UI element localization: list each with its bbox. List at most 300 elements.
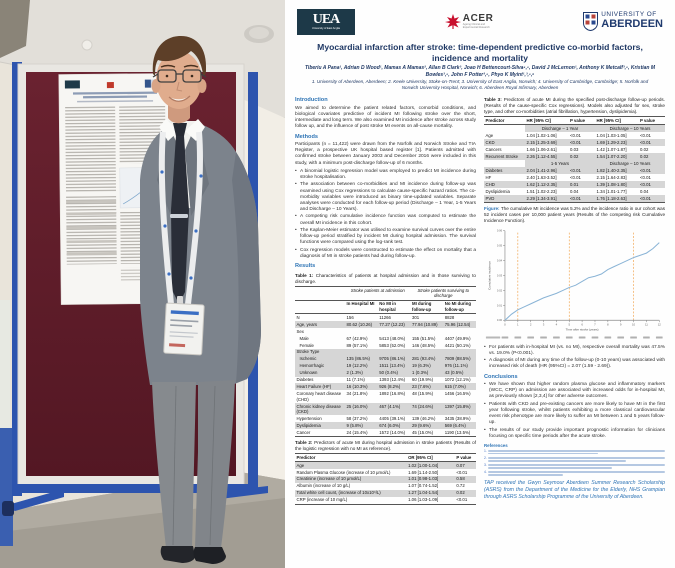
table-cell: <0.01 (569, 133, 581, 139)
table-cell: 0.72 (456, 483, 465, 489)
table-cell: 1.82 [1.40-2.35] (595, 167, 638, 174)
table-cell: Age, years (295, 321, 345, 328)
poster-column-right (484, 94, 665, 507)
table-cell: 1393 (12.4%) (379, 377, 406, 383)
figure-caption-label: Figure: (484, 205, 500, 211)
blue-door-edge (0, 428, 13, 546)
x-tick-label: 0 (504, 322, 506, 327)
table-row (295, 321, 476, 328)
table-row (484, 195, 665, 202)
table-cell: 77.94 (10.89) (411, 321, 444, 328)
table-cell: 24 (15.4%) (345, 429, 378, 436)
table-row (295, 497, 476, 504)
bullet-item: • The association between co-morbidities and MI incidence during follow-up was examined using Cox regressions to calculate cause-specific hazard ratios. The co-morbidity variables were introduced as binary time-updated variables. Separate analyses were conducted for each follow-up period (Discharge – 1 Year, 1-5 Years and Discharge – 10 Years). (295, 182, 476, 213)
table-cell: 1.76 [1.18-2.63] (595, 195, 638, 202)
table-cell: PVD (484, 195, 525, 202)
table-cell: <0.01 (455, 497, 476, 504)
aberdeen-logo (583, 12, 663, 31)
reference-number: 3. (484, 463, 487, 468)
table-cell: P value (638, 117, 665, 125)
x-tick-label: 8 (607, 322, 609, 327)
reference-number: 2. (484, 456, 487, 460)
acknowledgment-text: TAP received the Gwyn Seymour Aberdeen Summer Research Scholarship (ASRS) from the Department of the Medicine for the Elderly, NHS Grampian through ASRS Scholarship Programme of the University of Aberdeen. (484, 479, 665, 500)
uea-logo (297, 9, 355, 35)
table-cell: No MI in hospital (378, 300, 411, 313)
table-cell: HF (485, 174, 492, 180)
table-cell: 301 (412, 314, 420, 320)
at-risk-value-blur (579, 336, 586, 338)
table-cell: CHD (484, 181, 525, 188)
table-cell: Recurrent Stroke (484, 153, 525, 160)
table-cell: 1.62 [1.12-2.35] (525, 181, 568, 188)
table-row (484, 188, 665, 195)
table-cell: Age (485, 133, 494, 139)
table-cell: Creatinine (increase of 10 μmol/L) (295, 476, 407, 483)
table-cell: 2.15 [1.25-3.69] (525, 139, 568, 146)
table-row (295, 415, 476, 422)
table-cell: 674 (6.0%) (378, 422, 411, 429)
table-cell: OR [95% CI] (407, 453, 455, 461)
table-row (295, 483, 476, 490)
table-span-row (484, 160, 665, 167)
table-cell: 1.04 [1.03-1.05] (596, 133, 627, 139)
table-cell: 4421 (50.1%) (444, 342, 471, 348)
y-tick-label: 0.02 (496, 289, 503, 293)
findings-bullets (484, 345, 665, 371)
table-row (295, 429, 476, 436)
table-cell: 75.96 (12.54) (443, 321, 476, 328)
table-cell (411, 349, 444, 356)
shoe-right (194, 547, 226, 564)
table-cell: 1.51 [1.02-2.23] (526, 188, 557, 194)
table-cell: 5853 (52.0%) (379, 342, 406, 348)
x-tick-label: 12 (657, 322, 661, 327)
at-risk-value-blur (566, 336, 573, 338)
section-heading-conclusions: Conclusions (484, 373, 518, 380)
poster-column-left (295, 94, 476, 507)
table-header-row (295, 300, 476, 313)
poster-affiliations: 1. University of Aberdeen, Aberdeen; 2. Keele University, Stoke-on-Trent; 3. University of East Anglia, Norwich; 4. University of Cambridge, Cambridge; 5. Norfolk and Norwich University Hospital, Norwich; 6. Aberdeen Royal Infirmary, Aberdeen (311, 79, 649, 91)
table2-caption: Table 2: Predictors of acute MI during hospital admission in stroke patients (Results of the logistic regression with no MI as reference). (295, 439, 476, 451)
table-cell: 0.07 (455, 461, 476, 468)
table-cell: 0.02 (455, 490, 476, 497)
table-cell: 0.03 (569, 146, 579, 152)
y-tick-label: 0.04 (496, 259, 503, 263)
table-row (484, 132, 665, 139)
table1-caption-label: Table 1: (295, 273, 314, 279)
x-tick-label: 1 (517, 322, 519, 327)
table-cell: 156 (346, 314, 354, 320)
aberdeen-shield-icon (583, 12, 598, 31)
table2-caption-label: Table 2: (295, 439, 313, 445)
table-cell: Dyslipidemia (485, 188, 510, 194)
section-heading-introduction: Introduction (295, 97, 328, 104)
table-cell: 1.04 [1.02-1.06] (526, 133, 557, 139)
table-row (295, 403, 476, 415)
table-cell: In Hospital MI (345, 300, 378, 313)
table-row (295, 287, 476, 300)
table-cell: 976 (11.1%) (443, 363, 476, 370)
reference-item (484, 457, 665, 463)
table-cell: 281 (93.4%) (411, 356, 444, 363)
table-cell: <0.01 (568, 167, 595, 174)
table-cell: Cancer (295, 429, 345, 436)
table-row (295, 363, 476, 370)
x-tick-label: 11 (644, 322, 648, 327)
cif-curve (505, 242, 659, 320)
y-tick-label: 0.03 (496, 274, 503, 278)
table-cell: 0.02 (638, 153, 665, 160)
table-cell: 615 (7.0%) (443, 383, 476, 390)
table-cell: 2.29 [1.34-3.91] (525, 195, 568, 202)
x-tick-label: 7 (594, 322, 596, 327)
photo-scene (0, 0, 285, 568)
table-span-row (484, 125, 665, 132)
acer-logo (445, 13, 494, 30)
acer-logo-subtext1: Ageing Clinical and (462, 23, 485, 27)
table-row (295, 356, 476, 363)
bullet-item: • A diagnosis of MI during any time of the follow-up (0-10 years) was associated with increased risk of death (HR (95%CI) = 2.07 (1.59 - 2.69)). (484, 358, 665, 370)
table-cell: 25 (16.0%) (345, 403, 378, 415)
table-cell: Stroke patients surviving to discharge (411, 287, 476, 300)
table-cell: HR [95% CI] (525, 117, 568, 125)
table-cell: 4407 (49.9%) (444, 335, 471, 341)
table-cell (411, 328, 444, 335)
reference-text-line (488, 457, 665, 459)
table-cell: 1190 (13.5%) (443, 429, 476, 436)
table-cell: Discharge – 10 Years (595, 125, 665, 132)
at-risk-value-blur (630, 336, 637, 338)
table3 (484, 116, 665, 202)
bullet-item: • For patients with in-hospital MI (vs. no MI), respective overall mortality was 47.5% vs. 19.0% (P<0.001). (484, 345, 665, 357)
table-cell: <0.01 (639, 174, 651, 180)
reference-item (484, 464, 665, 470)
table-cell: Predictor (295, 453, 407, 461)
table-cell: Dyslipidemia (295, 422, 345, 429)
name-badge (164, 303, 205, 355)
table-row (484, 146, 665, 153)
table-row (295, 461, 476, 468)
reference-text-line (488, 464, 665, 466)
bullet-item: • The results of our study provide important prognostic information for clinicians focusing on specific time periods after the acute stroke. (484, 428, 665, 440)
table-cell: 1.34 [1.01-1.77] (596, 188, 627, 194)
table-cell: 16 (10.3%) (345, 383, 378, 390)
reference-item (484, 471, 665, 477)
at-risk-value-blur (617, 336, 624, 338)
acer-logo-text: ACER (462, 12, 494, 24)
x-tick-label: 6 (581, 322, 583, 327)
table-cell: Stroke patients at admission (345, 287, 410, 300)
table-cell: Hemorrhagic (295, 363, 345, 370)
at-risk-value-blur (527, 336, 534, 338)
conference-photo (0, 0, 285, 568)
table-cell: 9705 (86.1%) (378, 356, 411, 363)
table-cell: 1892 (16.8%) (379, 391, 406, 397)
table-row (295, 390, 476, 402)
table-cell: 43 (0.5%) (443, 370, 476, 377)
table-cell: <0.01 (569, 174, 581, 180)
table-cell: 5413 (48.0%) (379, 335, 406, 341)
bullet-item: • Cox regression models were constructed to estimate the effect on mortality that a diagnosis of MI in stroke patients had during follow-up. (295, 248, 476, 260)
table-cell: 1.27 [1.04-1.54] (407, 490, 455, 497)
x-tick-label: 10 (631, 322, 636, 327)
table-cell: 58 (37.2%) (346, 415, 368, 421)
table-cell: Cancers (485, 146, 502, 152)
table-row (295, 370, 476, 377)
table-cell (378, 349, 411, 356)
chart-axes (505, 230, 659, 320)
table-row (295, 335, 476, 342)
table-cell: <0.01 (639, 133, 651, 139)
introduction-text: We aimed to determine the patient related factors, comorbid conditions, and biological covariates predictive of incident MI following stroke over the short, intermediate and long term. We also examined MI incidence after stroke across study follow up, and the influence of post stroke MI events on all-cause mortality. (295, 105, 476, 130)
table-cell (295, 287, 345, 300)
poster-authors: Tiberiu A Pana¹, Adrian D Wood¹, Mamas A Mamas², Allan B Clark³, Joao H Bettencourt-Silva⁴,⁵, David J McLernon¹, Anthony K Metcalf³,⁵, Kristian M Bowles³,⁵, John F Potter³,⁵, Phyo K Myint¹,³,⁵,⁶ (304, 65, 656, 78)
table-cell: 74 (24.6%) (411, 403, 444, 415)
table-cell: 135 (86.5%) (345, 356, 378, 363)
table-cell: Diabetes (484, 167, 525, 174)
at-risk-value-blur (592, 336, 599, 338)
cif-chart (484, 225, 665, 343)
table-cell: 34 (21.8%) (346, 391, 368, 397)
table-cell: Discharge – 1 Year (525, 125, 595, 132)
at-risk-value-blur (553, 336, 560, 338)
table-cell: 0.04 (569, 188, 579, 194)
table-cell: 48 (15.9%) (412, 391, 434, 397)
section-heading-methods: Methods (295, 133, 318, 140)
table-cell: <0.01 (638, 139, 665, 146)
table-cell: 1.39 [1.08-1.80] (595, 181, 638, 188)
table-cell: 77.27 (12.23) (378, 321, 411, 328)
table-row (295, 383, 476, 390)
figure-caption: Figure: The cumulative MI incidence was 5.2% and the incidence ratio in our cohort was 52 incident cases per 10,000 patient years (Results of the competing risk Cumulative Incidence Function). (484, 205, 665, 223)
table-cell: Age (295, 461, 407, 468)
table-row (295, 313, 476, 320)
poster-title: Myocardial infarction after stroke: time-dependent predictive co-morbid factors, incidence and mortality (317, 42, 643, 63)
table-cell: Discharge – 10 Years (595, 160, 665, 167)
table-cell: 1572 (14.0%) (378, 429, 411, 436)
table-row (295, 328, 476, 335)
reference-text-line (488, 460, 626, 462)
table-cell: 29 (9.6%) (411, 422, 444, 429)
x-tick-label: 9 (619, 322, 622, 327)
table-cell: 2.04 [1.41-2.96] (525, 167, 568, 174)
table-cell: 50 (0.4%) (378, 370, 411, 377)
x-tick-label: 5 (568, 322, 571, 327)
table-cell: 0.58 (455, 476, 476, 483)
table-cell: <0.01 (638, 195, 665, 202)
table-row (484, 153, 665, 160)
table-cell: 1-5 Years (525, 160, 595, 167)
table-cell: <0.01 (638, 181, 665, 188)
table-cell: 2.26 [1.12-4.55] (525, 153, 568, 160)
table-cell: <0.01 (568, 139, 595, 146)
aberdeen-logo-line1: UNIVERSITY OF (601, 11, 657, 19)
reference-text-line (488, 474, 562, 476)
table-cell: 0.02 (639, 146, 649, 152)
table1-container (295, 286, 476, 437)
reference-item (484, 450, 665, 456)
table-cell: 80.62 (10.26) (345, 321, 378, 328)
table-cell: 2.40 [1.63-3.52] (526, 174, 557, 180)
table-cell: 1.69 [1.14-2.50] (408, 469, 439, 475)
table-cell: 1.66 [1.06-2.61] (526, 146, 557, 152)
at-risk-value-blur (514, 336, 521, 338)
table-cell: Coronary heart disease (CHD) (296, 391, 342, 402)
y-tick-label: 0.06 (496, 229, 503, 233)
table3-caption: Table 3: Predictors of acute MI during the specified post-discharge follow-up periods. (Results of the cause-specific Cox regressions). Models also adjusted for sex, stroke type, and other co-morbidities (atrial fibrillation, hypertension, dyslipidemia). (484, 97, 665, 115)
table-cell (484, 160, 525, 167)
table-cell (378, 328, 411, 335)
table-cell: Predictor (484, 117, 525, 125)
table-cell: 1 (0.3%) (411, 370, 444, 377)
table-cell: <0.01 (456, 469, 468, 475)
table-cell: No MI during follow-up (443, 300, 476, 313)
reference-number: 1. (484, 448, 487, 453)
table-cell: 155 (51.5%) (412, 335, 436, 341)
table3-container (484, 116, 665, 202)
tie-clip (170, 214, 188, 218)
at-risk-value-blur (502, 336, 509, 338)
mini-acer-logo (107, 82, 114, 88)
table-cell: 11 (7.1%) (346, 377, 365, 383)
table-cell: 1511 (13.4%) (378, 363, 411, 370)
table-cell: CRP (increase of 10 mg/L) (295, 497, 407, 504)
poster-columns (293, 94, 667, 507)
table-cell: <0.01 (638, 167, 665, 174)
table-cell: 1.07 [0.74-1.52] (408, 483, 439, 489)
smoke-detector (82, 40, 92, 50)
table-cell: 1.01 [0.98-1.03] (407, 476, 455, 483)
table-cell: 23 (7.6%) (411, 383, 444, 390)
table-row (484, 167, 665, 174)
table-cell: 2.15 [1.64-2.83] (596, 174, 627, 180)
table-cell: 1.02 [1.00-1.04] (407, 461, 455, 468)
ear-right (198, 79, 207, 93)
table-cell: 926 (8.2%) (378, 383, 411, 390)
table-cell: 60 (19.9%) (412, 377, 434, 383)
reference-number: 4. (484, 470, 487, 475)
table-cell: Unknown (295, 370, 345, 377)
bullet-item: • A competing risk cumulative incidence function was computed to estimate the overall MI incidence in this cohort. (295, 214, 476, 226)
at-risk-value-blur (656, 336, 663, 338)
table2-container (295, 453, 476, 505)
table-cell: 0.01 (568, 181, 595, 188)
y-axis-label: Cumulative incidence (487, 260, 492, 290)
y-tick-label: 0.00 (496, 318, 503, 322)
table-cell: 45 (15.0%) (411, 429, 444, 436)
poster-header-logos (293, 5, 667, 38)
table-cell (345, 349, 378, 356)
table3-caption-label: Table 3: (484, 97, 502, 103)
references-list (484, 450, 665, 477)
uea-logo-text: UEA (312, 11, 340, 27)
table1 (295, 286, 476, 437)
section-heading-references: References (484, 443, 508, 449)
cumulative-incidence-figure (484, 225, 665, 343)
table-cell: 11266 (379, 314, 391, 320)
table-cell: 8828 (444, 314, 455, 320)
table-row (295, 422, 476, 429)
at-risk-label-blur (486, 336, 500, 338)
table-cell: 0.04 (639, 188, 649, 194)
table-cell: 467 (4.1%) (378, 403, 411, 415)
at-risk-value-blur (643, 336, 650, 338)
table-cell: 1072 (12.1%) (444, 377, 471, 383)
table-cell: Albumin (increase of 10 g/L) (296, 483, 351, 489)
table-cell (443, 349, 476, 356)
acer-logo-subtext2: Experimental Research (462, 26, 490, 30)
table-row (484, 181, 665, 188)
at-risk-value-blur (540, 336, 547, 338)
table-cell: <0.01 (568, 195, 595, 202)
table-cell: 1456 (16.5%) (444, 391, 471, 397)
table-cell: 139 (46.2%) (412, 415, 436, 421)
table-cell: 67 (42.9%) (346, 335, 368, 341)
table-cell (443, 328, 476, 335)
aberdeen-logo-line2: ABERDEEN (601, 18, 663, 31)
x-axis-label: Time after stroke (years) (565, 327, 599, 332)
table1-caption: Table 1: Characteristics of patients at hospital admission and in those surviving to discharge. (295, 273, 476, 285)
table-cell (345, 328, 378, 335)
methods-bullets (295, 169, 476, 260)
table-row (295, 476, 476, 483)
x-tick-label: 3 (542, 322, 545, 327)
reference-text-line (488, 471, 665, 473)
table-cell: Chronic kidney disease (CKD) (295, 403, 345, 415)
table-cell: 569 (6.4%) (443, 422, 476, 429)
table-cell: 1.42 [1.07-1.87] (596, 146, 627, 152)
table-cell: 1.69 [1.29-2.23] (595, 139, 638, 146)
maple-leaf-icon (445, 14, 461, 29)
table-row (295, 377, 476, 384)
table-cell: P value (568, 117, 595, 125)
table-header-row (295, 453, 476, 461)
table-cell: 0.02 (568, 153, 595, 160)
table-cell: 19 (12.2%) (345, 363, 378, 370)
conclusions-bullets (484, 382, 665, 440)
methods-intro-text: Participants (n = 11,422) were drawn from the Norfolk and Norwich Stroke and TIA Register, a prospective UK hospital based register [1]. Patients admitted with confirmed stroke between January 2003 and December 2016 were included in this study, with a minimum post-discharge follow-up of 6 months. (295, 141, 476, 166)
table-cell: 146 (48.5%) (412, 342, 436, 348)
reference-text-line (488, 450, 665, 452)
table-cell: P value (455, 453, 476, 461)
x-tick-label: 4 (555, 322, 558, 327)
y-tick-label: 0.01 (496, 303, 503, 307)
table-row (484, 174, 665, 181)
bullet-item: • A binomial logistic regression model was employed to predict MI incidence during stroke hospitalisation. (295, 169, 476, 181)
table-cell: 19 (6.3%) (411, 363, 444, 370)
table-cell (295, 300, 345, 313)
table-cell: 1.54 [1.07-2.20] (595, 153, 638, 160)
uea-logo-subtext: University of East Anglia (312, 26, 340, 30)
research-poster (285, 0, 675, 568)
y-tick-label: 0.05 (496, 244, 503, 248)
table-cell: Hypertension (296, 415, 322, 421)
table2 (295, 453, 476, 505)
table-cell: 9 (5.8%) (345, 422, 378, 429)
table-row (295, 342, 476, 349)
table-cell: Sex (296, 328, 304, 334)
table-cell: 1397 (15.8%) (443, 403, 476, 415)
bullet-item: • Patients with CKD and pre-existing cancers are more likely to have MI in the first year following stroke, whilst patients exhibiting a more classical cardiovascular event risk phenotype are more likely to suffer an MI between 1 and 5 years follow-up. (484, 402, 665, 427)
at-risk-value-blur (605, 336, 612, 338)
table-cell: Ischemic (295, 356, 345, 363)
bullet-item: • The Kaplan-Meier estimator was utilised to examine survival curves over the entire follow-up period stratified by incident MI during hospital admission. The survival functions were compared using the log-rank test. (295, 228, 476, 247)
table-cell: Male (299, 335, 309, 341)
table-cell: 2 (1.3%) (345, 370, 378, 377)
table-header-row (484, 117, 665, 125)
table-cell: 1.06 [1.03-1.09] (407, 497, 455, 504)
table-row (295, 349, 476, 356)
